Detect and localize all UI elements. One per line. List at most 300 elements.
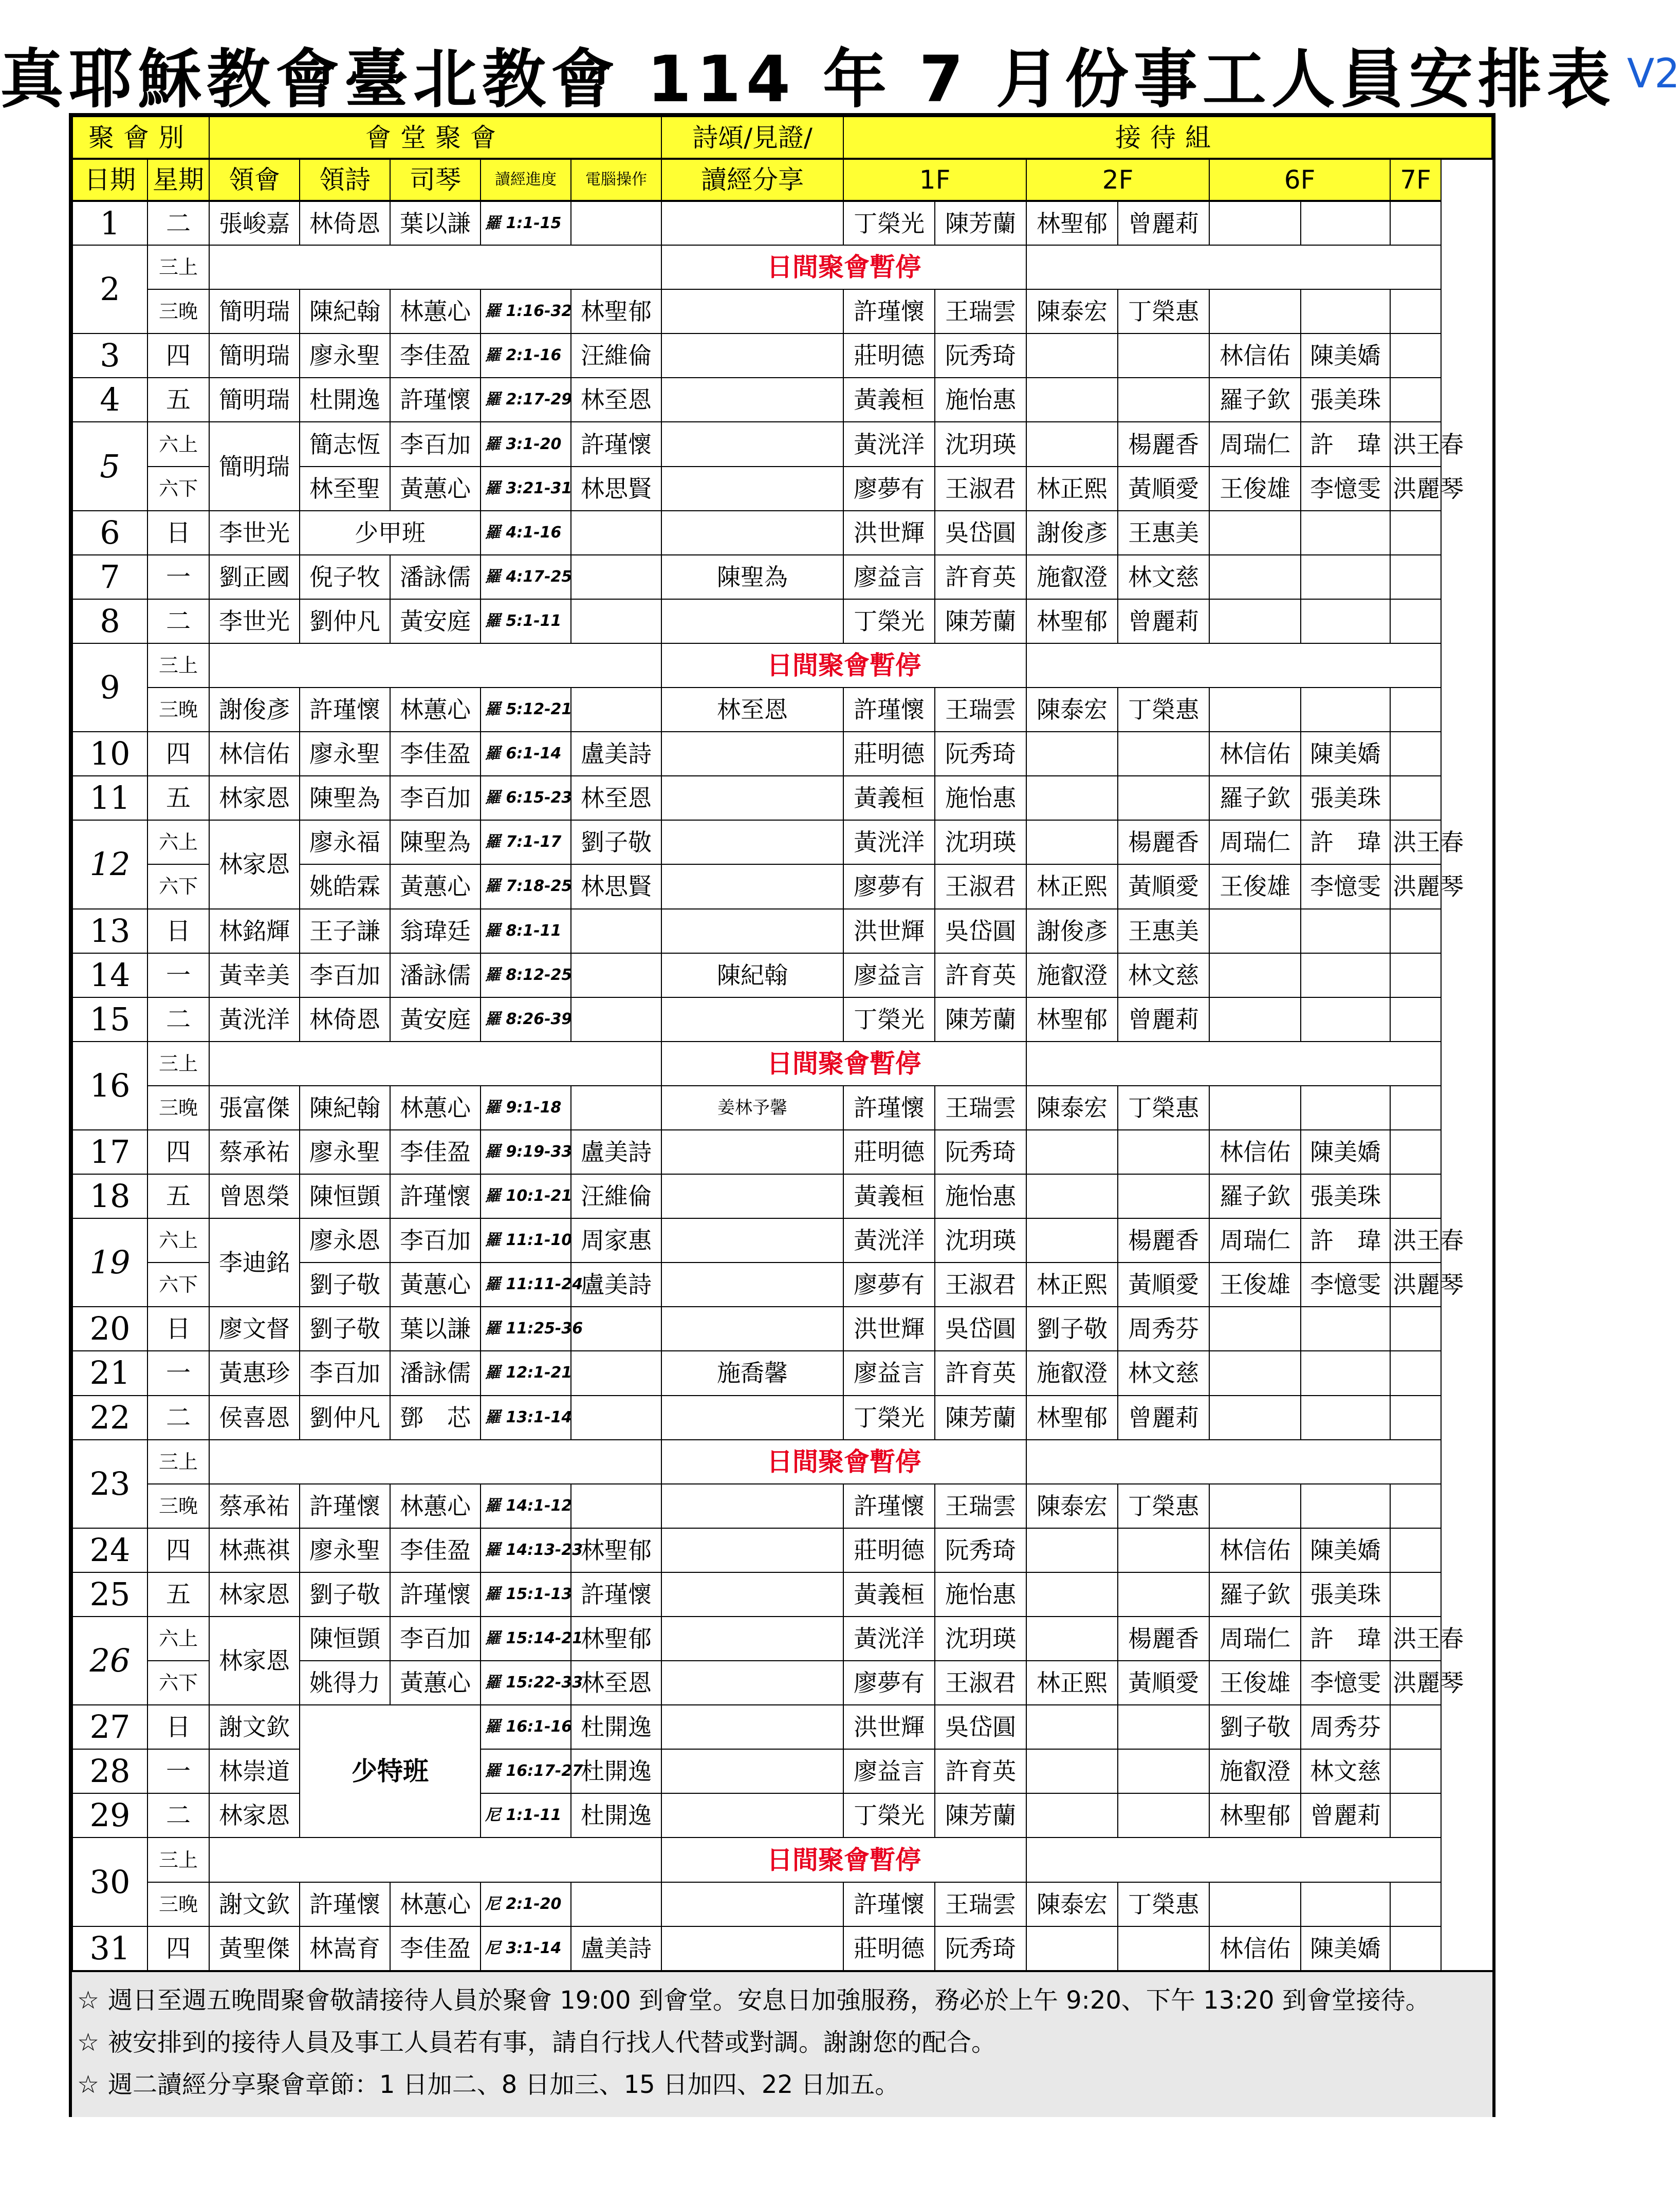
lead-cell: 侯喜恩	[209, 1396, 300, 1440]
weekday-cell: 六上	[147, 422, 209, 466]
header-hymn: 領詩	[300, 159, 390, 201]
reception-2f-cell	[1026, 1617, 1118, 1661]
table-row	[72, 1617, 1492, 1661]
reading-cell: 羅 14:13-23	[481, 1528, 571, 1572]
weekday-cell: 四	[147, 333, 209, 378]
reception-1f-cell: 丁榮光	[843, 599, 935, 643]
header-computer: 電腦操作	[571, 159, 661, 201]
table-row	[72, 245, 1492, 289]
reception-2f-cell	[1118, 776, 1209, 820]
table-row	[72, 511, 1492, 555]
date-cell: 23	[72, 1440, 147, 1528]
piano-cell: 林蕙心	[390, 1484, 481, 1528]
table-row	[72, 1528, 1492, 1572]
computer-cell: 林聖郁	[571, 289, 661, 333]
reception-2f-cell: 丁榮惠	[1118, 1484, 1209, 1528]
weekday-cell: 二	[147, 1793, 209, 1837]
reception-2f-cell	[1118, 1130, 1209, 1174]
paused-notice: 日間聚會暫停	[661, 1837, 1026, 1882]
date-cell: 19	[72, 1218, 147, 1307]
reception-1f-cell: 黃洸洋	[843, 1617, 935, 1661]
reception-6f-cell: 張美珠	[1301, 1174, 1390, 1218]
computer-cell: 周家惠	[571, 1218, 661, 1263]
hymn-cell: 杜開逸	[300, 378, 390, 422]
hymn-cell: 陳紀翰	[300, 289, 390, 333]
table-row	[72, 599, 1492, 643]
piano-cell: 潘詠儒	[390, 1351, 481, 1395]
hymn-cell: 廖永聖	[300, 333, 390, 378]
reading-cell: 羅 10:1-21	[481, 1174, 571, 1218]
reception-7f-cell	[1390, 688, 1441, 732]
header-hall: 會堂聚會	[209, 117, 661, 159]
reception-1f-cell: 許育英	[935, 1351, 1026, 1395]
reception-6f-cell: 李憶雯	[1301, 864, 1390, 908]
hymn-cell: 林倚恩	[300, 997, 390, 1042]
table-row	[72, 555, 1492, 599]
date-cell: 3	[72, 333, 147, 378]
computer-cell: 盧美詩	[571, 1263, 661, 1307]
table-row	[72, 1572, 1492, 1617]
reception-empty	[1026, 1440, 1441, 1484]
reception-2f-cell	[1026, 776, 1118, 820]
share-cell	[661, 1307, 843, 1351]
reading-cell: 羅 13:1-14	[481, 1396, 571, 1440]
table-row	[72, 1086, 1492, 1130]
computer-cell	[571, 953, 661, 997]
computer-cell: 杜開逸	[571, 1749, 661, 1793]
header-group: 聚會別	[72, 117, 209, 159]
reception-6f-cell	[1301, 289, 1390, 333]
piano-cell: 李佳盈	[390, 1528, 481, 1572]
reception-6f-cell: 羅子欽	[1209, 1572, 1301, 1617]
lead-cell: 李迪銘	[209, 1218, 300, 1307]
reception-1f-cell: 洪世輝	[843, 511, 935, 555]
reception-6f-cell: 王俊雄	[1209, 864, 1301, 908]
reading-cell: 羅 4:1-16	[481, 511, 571, 555]
share-cell	[661, 467, 843, 511]
reception-7f-cell	[1390, 732, 1441, 776]
weekday-cell: 四	[147, 1926, 209, 1971]
weekday-cell: 三上	[147, 245, 209, 289]
note-item	[72, 2064, 1492, 2106]
reception-6f-cell	[1301, 1882, 1390, 1926]
reception-2f-cell	[1026, 1926, 1118, 1971]
table-row	[72, 820, 1492, 864]
table-row	[72, 422, 1492, 466]
hymn-cell: 倪子牧	[300, 555, 390, 599]
reception-6f-cell: 許 瑋	[1301, 820, 1390, 864]
reception-7f-cell	[1390, 1484, 1441, 1528]
reception-6f-cell: 陳美嬌	[1301, 1130, 1390, 1174]
hymn-cell: 廖永聖	[300, 1528, 390, 1572]
reception-1f-cell: 王淑君	[935, 1661, 1026, 1705]
table-row	[72, 732, 1492, 776]
hymn-cell: 廖永恩	[300, 1218, 390, 1263]
reception-6f-cell	[1301, 201, 1390, 245]
header-date: 日期	[72, 159, 147, 201]
hymn-cell: 許瑾懷	[300, 688, 390, 732]
piano-cell: 林蕙心	[390, 1882, 481, 1926]
reception-2f-cell: 謝俊彥	[1026, 511, 1118, 555]
hymn-cell: 少甲班	[300, 511, 481, 555]
date-cell: 2	[72, 245, 147, 333]
piano-cell: 葉以謙	[390, 1307, 481, 1351]
reception-6f-cell: 林信佑	[1209, 1926, 1301, 1971]
reception-1f-cell: 莊明德	[843, 333, 935, 378]
reception-7f-cell: 洪麗琴	[1390, 864, 1441, 908]
table-row	[72, 1837, 1492, 1882]
hymn-cell: 劉子敬	[300, 1263, 390, 1307]
table-row	[72, 1396, 1492, 1440]
reading-cell: 羅 9:19-33	[481, 1130, 571, 1174]
reception-2f-cell	[1026, 1572, 1118, 1617]
reception-2f-cell	[1118, 732, 1209, 776]
reception-7f-cell	[1390, 1793, 1441, 1837]
reception-2f-cell: 謝俊彥	[1026, 909, 1118, 953]
reception-6f-cell: 劉子敬	[1209, 1705, 1301, 1749]
reception-1f-cell: 陳芳蘭	[935, 997, 1026, 1042]
date-cell: 16	[72, 1042, 147, 1130]
date-cell: 31	[72, 1926, 147, 1971]
weekday-cell: 一	[147, 1351, 209, 1395]
reception-6f-cell	[1301, 599, 1390, 643]
header-6f: 6F	[1209, 159, 1390, 201]
reception-6f-cell	[1209, 688, 1301, 732]
date-cell: 22	[72, 1396, 147, 1440]
reception-7f-cell: 洪麗琴	[1390, 1263, 1441, 1307]
piano-cell: 許瑾懷	[390, 1174, 481, 1218]
reception-6f-cell: 羅子欽	[1209, 378, 1301, 422]
reception-6f-cell: 林信佑	[1209, 333, 1301, 378]
reception-1f-cell: 廖益言	[843, 555, 935, 599]
note-text: 週二讀經分享聚會章節：1 日加二、8 日加三、15 日加四、22 日加五。	[108, 2070, 900, 2099]
weekday-cell: 三上	[147, 1042, 209, 1086]
reception-1f-cell: 黃洸洋	[843, 1218, 935, 1263]
date-cell: 29	[72, 1793, 147, 1837]
reception-1f-cell: 許瑾懷	[843, 688, 935, 732]
weekday-cell: 三上	[147, 643, 209, 688]
reading-cell: 尼 1:1-11	[481, 1793, 571, 1837]
table-row	[72, 1882, 1492, 1926]
date-cell: 7	[72, 555, 147, 599]
reception-2f-cell: 林聖郁	[1026, 599, 1118, 643]
weekday-cell: 二	[147, 997, 209, 1042]
reception-2f-cell: 施叡澄	[1026, 953, 1118, 997]
computer-cell: 林思賢	[571, 467, 661, 511]
reception-7f-cell	[1390, 1396, 1441, 1440]
hymn-cell: 林嵩育	[300, 1926, 390, 1971]
hall-empty	[209, 1440, 661, 1484]
hymn-cell: 林至聖	[300, 467, 390, 511]
reception-1f-cell: 施怡惠	[935, 776, 1026, 820]
reading-cell: 尼 3:1-14	[481, 1926, 571, 1971]
table-row	[72, 1705, 1492, 1749]
piano-cell: 許瑾懷	[390, 1572, 481, 1617]
share-cell	[661, 1528, 843, 1572]
computer-cell	[571, 1396, 661, 1440]
table-row	[72, 1440, 1492, 1484]
reception-6f-cell: 李憶雯	[1301, 1263, 1390, 1307]
reception-1f-cell: 許瑾懷	[843, 1086, 935, 1130]
reception-2f-cell: 周秀芬	[1118, 1307, 1209, 1351]
star-icon: ☆	[77, 2028, 100, 2057]
lead-cell: 廖文督	[209, 1307, 300, 1351]
header-lead: 領會	[209, 159, 300, 201]
reception-2f-cell	[1026, 1174, 1118, 1218]
reception-6f-cell	[1209, 511, 1301, 555]
reception-1f-cell: 陳芳蘭	[935, 1793, 1026, 1837]
share-cell	[661, 1617, 843, 1661]
header-piano: 司琴	[390, 159, 481, 201]
reception-7f-cell: 洪王春	[1390, 820, 1441, 864]
reception-6f-cell: 羅子欽	[1209, 1174, 1301, 1218]
weekday-cell: 一	[147, 1749, 209, 1793]
reception-6f-cell: 林信佑	[1209, 1130, 1301, 1174]
reception-2f-cell: 施叡澄	[1026, 1351, 1118, 1395]
header-share-top: 詩頌/見證/	[661, 117, 843, 159]
hymn-cell: 陳恒顗	[300, 1617, 390, 1661]
reception-2f-cell: 王惠美	[1118, 511, 1209, 555]
reading-cell: 羅 6:1-14	[481, 732, 571, 776]
reading-cell: 羅 15:14-21	[481, 1617, 571, 1661]
reception-1f-cell: 丁榮光	[843, 997, 935, 1042]
reception-6f-cell	[1209, 1882, 1301, 1926]
reception-7f-cell	[1390, 1705, 1441, 1749]
hymn-cell: 李百加	[300, 1351, 390, 1395]
reception-empty	[1026, 1837, 1441, 1882]
reception-1f-cell: 施怡惠	[935, 1174, 1026, 1218]
reception-2f-cell: 曾麗莉	[1118, 201, 1209, 245]
reception-7f-cell	[1390, 1528, 1441, 1572]
reception-2f-cell	[1026, 1528, 1118, 1572]
lead-cell: 曾恩榮	[209, 1174, 300, 1218]
table-row	[72, 1174, 1492, 1218]
reception-7f-cell: 洪麗琴	[1390, 1661, 1441, 1705]
share-cell: 林至恩	[661, 688, 843, 732]
paused-notice: 日間聚會暫停	[661, 245, 1026, 289]
lead-cell: 簡明瑞	[209, 289, 300, 333]
reception-2f-cell: 林正熙	[1026, 1263, 1118, 1307]
lead-cell: 李世光	[209, 599, 300, 643]
reception-6f-cell	[1301, 511, 1390, 555]
date-cell: 5	[72, 422, 147, 510]
reception-1f-cell: 吳岱圓	[935, 511, 1026, 555]
computer-cell	[571, 997, 661, 1042]
reception-7f-cell	[1390, 1926, 1441, 1971]
reception-6f-cell	[1209, 201, 1301, 245]
share-cell	[661, 776, 843, 820]
reception-6f-cell: 周瑞仁	[1209, 422, 1301, 466]
reception-2f-cell: 林聖郁	[1026, 201, 1118, 245]
reception-2f-cell: 林文慈	[1118, 1351, 1209, 1395]
weekday-cell: 六下	[147, 864, 209, 908]
computer-cell: 許瑾懷	[571, 1572, 661, 1617]
hall-empty	[209, 1042, 661, 1086]
share-cell	[661, 1484, 843, 1528]
hymn-cell: 劉仲凡	[300, 1396, 390, 1440]
hymn-cell: 李百加	[300, 953, 390, 997]
computer-cell	[571, 1086, 661, 1130]
date-cell: 15	[72, 997, 147, 1042]
share-cell	[661, 1882, 843, 1926]
reception-6f-cell: 陳美嬌	[1301, 1528, 1390, 1572]
reception-1f-cell: 廖夢有	[843, 1263, 935, 1307]
hymn-cell: 陳聖為	[300, 776, 390, 820]
reception-7f-cell	[1390, 289, 1441, 333]
piano-cell: 李百加	[390, 1218, 481, 1263]
table-row	[72, 909, 1492, 953]
reception-1f-cell: 施怡惠	[935, 1572, 1026, 1617]
reception-2f-cell	[1026, 1130, 1118, 1174]
header-weekday: 星期	[147, 159, 209, 201]
lead-cell: 林家恩	[209, 1617, 300, 1705]
reception-2f-cell	[1026, 1793, 1118, 1837]
reception-6f-cell: 許 瑋	[1301, 1218, 1390, 1263]
reception-1f-cell: 許育英	[935, 555, 1026, 599]
hall-empty	[209, 643, 661, 688]
reception-1f-cell: 陳芳蘭	[935, 599, 1026, 643]
header-row-bottom	[72, 159, 1492, 201]
computer-cell	[571, 201, 661, 245]
weekday-cell: 日	[147, 511, 209, 555]
paused-notice: 日間聚會暫停	[661, 1440, 1026, 1484]
weekday-cell: 三晚	[147, 289, 209, 333]
reception-6f-cell	[1301, 1307, 1390, 1351]
reading-cell: 羅 8:1-11	[481, 909, 571, 953]
reception-7f-cell	[1390, 599, 1441, 643]
reception-2f-cell: 施叡澄	[1026, 555, 1118, 599]
reception-1f-cell: 阮秀琦	[935, 333, 1026, 378]
date-cell: 11	[72, 776, 147, 820]
reception-1f-cell: 黃洸洋	[843, 820, 935, 864]
reception-7f-cell: 洪王春	[1390, 1617, 1441, 1661]
star-icon: ☆	[77, 1986, 100, 2015]
reception-2f-cell: 黃順愛	[1118, 1263, 1209, 1307]
weekday-cell: 六上	[147, 820, 209, 864]
computer-cell	[571, 688, 661, 732]
hymn-cell: 廖永聖	[300, 1130, 390, 1174]
share-cell	[661, 1218, 843, 1263]
reception-1f-cell: 許瑾懷	[843, 1484, 935, 1528]
share-cell	[661, 1749, 843, 1793]
table-row	[72, 688, 1492, 732]
weekday-cell: 二	[147, 1396, 209, 1440]
reception-1f-cell: 黃義桓	[843, 1174, 935, 1218]
reception-7f-cell	[1390, 1749, 1441, 1793]
reception-6f-cell: 張美珠	[1301, 378, 1390, 422]
table-row	[72, 997, 1492, 1042]
reception-1f-cell: 陳芳蘭	[935, 1396, 1026, 1440]
computer-cell: 劉子敬	[571, 820, 661, 864]
computer-cell	[571, 1351, 661, 1395]
reception-1f-cell: 許育英	[935, 953, 1026, 997]
piano-cell: 葉以謙	[390, 201, 481, 245]
reading-cell: 羅 12:1-21	[481, 1351, 571, 1395]
version-label: V2	[1627, 51, 1680, 97]
lead-cell: 黃洸洋	[209, 997, 300, 1042]
reception-6f-cell	[1209, 1351, 1301, 1395]
share-cell	[661, 378, 843, 422]
piano-cell: 潘詠儒	[390, 953, 481, 997]
reception-2f-cell	[1026, 1218, 1118, 1263]
hymn-cell: 劉子敬	[300, 1307, 390, 1351]
hymn-cell: 王子謙	[300, 909, 390, 953]
reception-2f-cell	[1026, 333, 1118, 378]
hymn-cell: 劉仲凡	[300, 599, 390, 643]
share-cell	[661, 599, 843, 643]
share-cell	[661, 201, 843, 245]
reception-6f-cell: 陳美嬌	[1301, 732, 1390, 776]
piano-cell: 黃安庭	[390, 997, 481, 1042]
reading-cell: 羅 14:1-12	[481, 1484, 571, 1528]
weekday-cell: 一	[147, 953, 209, 997]
reception-6f-cell: 林聖郁	[1209, 1793, 1301, 1837]
reception-6f-cell	[1301, 1351, 1390, 1395]
reception-2f-cell	[1026, 422, 1118, 466]
header-1f: 1F	[843, 159, 1026, 201]
table-row	[72, 1749, 1492, 1793]
reception-1f-cell: 沈玥瑛	[935, 422, 1026, 466]
piano-cell: 黃蕙心	[390, 1661, 481, 1705]
reception-6f-cell: 陳美嬌	[1301, 1926, 1390, 1971]
reception-6f-cell	[1209, 599, 1301, 643]
hymn-cell: 陳恒顗	[300, 1174, 390, 1218]
piano-cell: 黃蕙心	[390, 467, 481, 511]
reading-cell: 羅 15:22-33	[481, 1661, 571, 1705]
piano-cell: 李百加	[390, 776, 481, 820]
reception-1f-cell: 廖夢有	[843, 467, 935, 511]
piano-cell: 李佳盈	[390, 1130, 481, 1174]
reception-6f-cell: 林文慈	[1301, 1749, 1390, 1793]
reception-2f-cell: 陳泰宏	[1026, 688, 1118, 732]
special-class-cell: 少特班	[300, 1705, 481, 1837]
reception-7f-cell	[1390, 997, 1441, 1042]
lead-cell: 林銘輝	[209, 909, 300, 953]
reception-1f-cell: 王淑君	[935, 1263, 1026, 1307]
reception-2f-cell: 楊麗香	[1118, 422, 1209, 466]
reception-2f-cell: 林聖郁	[1026, 1396, 1118, 1440]
reception-2f-cell: 林文慈	[1118, 953, 1209, 997]
reading-cell: 尼 2:1-20	[481, 1882, 571, 1926]
roster-table	[72, 116, 1492, 1971]
weekday-cell: 六下	[147, 467, 209, 511]
reception-2f-cell: 王惠美	[1118, 909, 1209, 953]
reception-2f-cell: 曾麗莉	[1118, 1396, 1209, 1440]
header-7f: 7F	[1390, 159, 1441, 201]
computer-cell: 許瑾懷	[571, 422, 661, 466]
reception-6f-cell: 羅子欽	[1209, 776, 1301, 820]
table-row	[72, 1351, 1492, 1395]
lead-cell: 林信佑	[209, 732, 300, 776]
weekday-cell: 四	[147, 1130, 209, 1174]
computer-cell: 林聖郁	[571, 1617, 661, 1661]
lead-cell: 林家恩	[209, 820, 300, 908]
share-cell	[661, 422, 843, 466]
computer-cell	[571, 1307, 661, 1351]
reception-6f-cell	[1209, 1396, 1301, 1440]
weekday-cell: 二	[147, 599, 209, 643]
reading-cell: 羅 8:26-39	[481, 997, 571, 1042]
date-cell: 25	[72, 1572, 147, 1617]
reception-1f-cell: 黃義桓	[843, 776, 935, 820]
piano-cell: 陳聖為	[390, 820, 481, 864]
piano-cell: 黃安庭	[390, 599, 481, 643]
piano-cell: 李佳盈	[390, 333, 481, 378]
share-cell	[661, 909, 843, 953]
reception-2f-cell: 楊麗香	[1118, 820, 1209, 864]
header-reading: 讀經進度	[481, 159, 571, 201]
reading-cell: 羅 11:25-36	[481, 1307, 571, 1351]
